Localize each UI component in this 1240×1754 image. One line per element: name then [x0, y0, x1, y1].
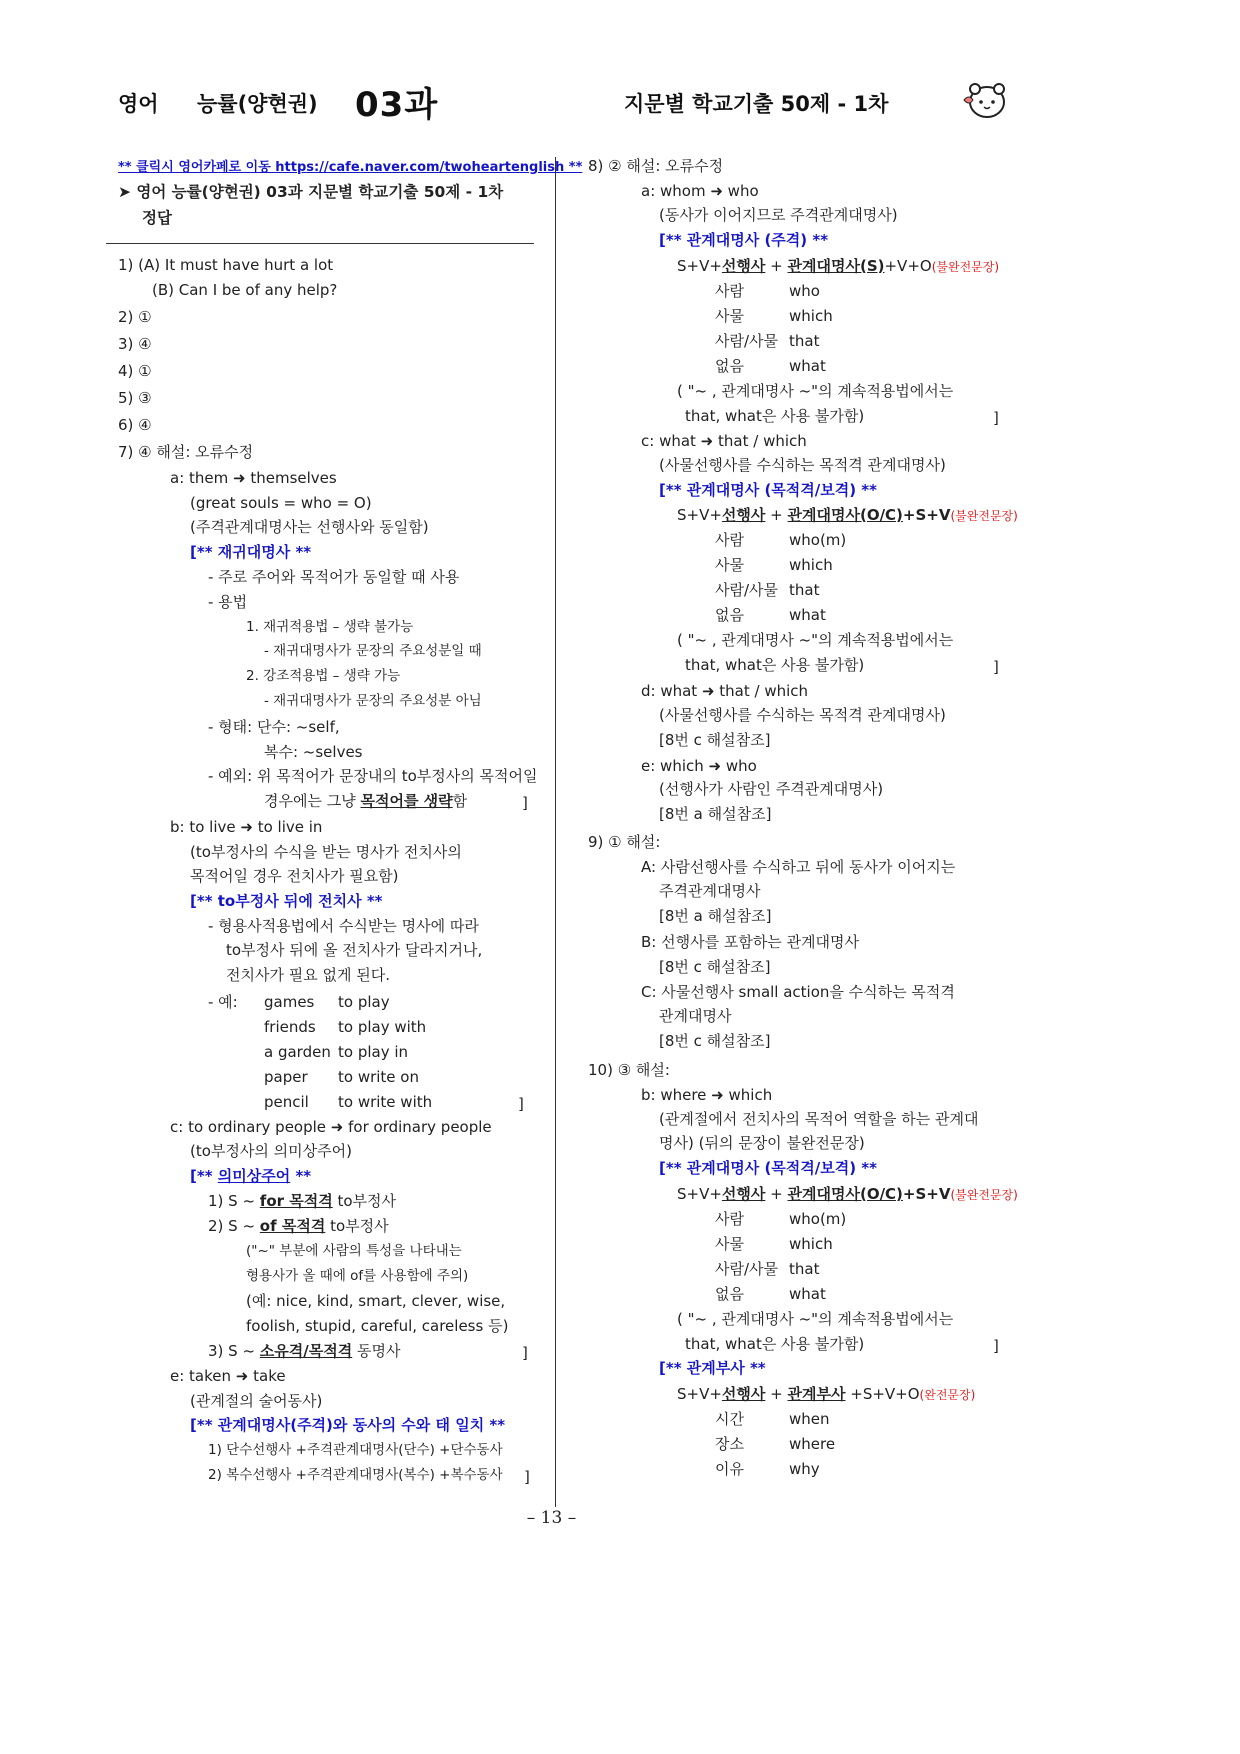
- example-noun: paper: [264, 1068, 308, 1086]
- explanation-line: [8번 c 해설참조]: [659, 1032, 771, 1050]
- incomplete-sentence-note: (불완전문장): [950, 1188, 1018, 1202]
- text: 경우에는 그냥: [264, 792, 361, 810]
- table-value: what: [789, 1285, 826, 1303]
- explanation-line: (예: nice, kind, smart, clever, wise,: [246, 1292, 506, 1310]
- text: +: [765, 1185, 788, 1203]
- grammar-box-title: [** to부정사 뒤에 전치사 **: [190, 892, 383, 910]
- emphasis: for 목적격: [259, 1192, 333, 1210]
- table-key: 없음: [715, 357, 744, 375]
- text: [**: [190, 1167, 218, 1185]
- table-key: 사람: [715, 1210, 744, 1228]
- explanation-line: (주격관계대명사는 선행사와 동일함): [190, 518, 429, 536]
- table-value: which: [789, 307, 833, 325]
- text: S+V+: [677, 257, 722, 275]
- answer-line: (B) Can I be of any help?: [152, 281, 338, 299]
- explanation-line: [8번 c 해설참조]: [659, 958, 771, 976]
- answer-line: 3) ④: [118, 335, 152, 353]
- header-subject: 영어: [118, 92, 159, 116]
- closing-bracket: ]: [993, 409, 999, 427]
- column-divider: [555, 157, 556, 1507]
- explanation-line: A: 사람선행사를 수식하고 뒤에 동사가 이어지는: [641, 858, 956, 876]
- grammar-box-title: [190, 1166, 311, 1186]
- table-key: 시간: [715, 1410, 744, 1428]
- explanation-line: C: 사물선행사 small action을 수식하는 목적격: [641, 983, 955, 1001]
- explanation-line: [8번 a 해설참조]: [659, 805, 772, 823]
- explanation-line: e: taken ➜ take: [170, 1367, 286, 1385]
- table-key: 없음: [715, 1285, 744, 1303]
- explanation-line: [264, 791, 467, 811]
- text: **: [290, 1167, 312, 1185]
- complete-sentence-note: (완전문장): [919, 1388, 976, 1402]
- table-value: who(m): [789, 1210, 847, 1228]
- table-key: 사람: [715, 282, 744, 300]
- header-unit: 능률(양현권): [197, 92, 318, 116]
- explanation-line: a: them ➜ themselves: [170, 469, 337, 487]
- explanation-line: b: where ➜ which: [641, 1086, 773, 1104]
- closing-bracket: ]: [522, 794, 528, 812]
- explanation-line: 1) 단수선행사 +주격관계대명사(단수) +단수동사: [208, 1442, 503, 1458]
- closing-bracket: ]: [993, 658, 999, 676]
- explanation-line: (관계절의 술어동사): [190, 1392, 323, 1410]
- incomplete-sentence-note: (불완전문장): [931, 260, 1000, 274]
- explanation-line: 1. 재귀적용법 – 생략 불가능: [246, 619, 414, 635]
- formula-line: [677, 1384, 975, 1405]
- text: 함: [452, 792, 468, 810]
- formula-line: [677, 505, 1018, 526]
- explanation-line: [8번 c 해설참조]: [659, 731, 771, 749]
- closing-bracket: ]: [993, 1337, 999, 1355]
- text: S+V+: [677, 506, 722, 524]
- explanation-line: B: 선행사를 포함하는 관계대명사: [641, 933, 860, 951]
- text: +S+V+O: [845, 1385, 920, 1403]
- explanation-line: to부정사 뒤에 올 전치사가 달라지거나,: [226, 941, 483, 959]
- explanation-line: 전치사가 필요 없게 된다.: [226, 966, 390, 984]
- answer-line: 10) ③ 해설:: [588, 1061, 670, 1079]
- cafe-link[interactable]: ** 클릭시 영어카페로 이동 https://cafe.naver.com/twoheartenglish **: [118, 160, 583, 175]
- table-value: that: [789, 581, 820, 599]
- explanation-line: c: what ➜ that / which: [641, 432, 807, 450]
- text: +: [765, 506, 788, 524]
- table-key: 장소: [715, 1435, 744, 1453]
- explanation-line: - 형태: 단수: ~self,: [208, 718, 340, 736]
- example-verb: to write on: [338, 1068, 419, 1086]
- emphasis: 관계대명사(S): [787, 257, 885, 275]
- formula-line: [677, 1184, 1018, 1205]
- emphasis: 소유격/목적격: [259, 1342, 353, 1360]
- explanation-line: ( "~ , 관계대명사 ~"의 계속적용법에서는: [677, 1310, 954, 1328]
- table-value: which: [789, 556, 833, 574]
- text: 2) S ~: [208, 1217, 260, 1235]
- answer-title-2: 정답: [142, 209, 172, 227]
- table-value: who: [789, 282, 820, 300]
- emphasis: 선행사: [721, 1385, 766, 1403]
- emphasis: of 목적격: [259, 1217, 326, 1235]
- table-key: 없음: [715, 606, 744, 624]
- explanation-line: [208, 1341, 400, 1361]
- answer-line: 2) ①: [118, 308, 152, 326]
- answer-line: 5) ③: [118, 389, 152, 407]
- grammar-box-title: [** 관계대명사(주격)와 동사의 수와 태 일치 **: [190, 1416, 506, 1434]
- example-noun: a garden: [264, 1043, 331, 1061]
- emphasis: 관계부사: [787, 1385, 846, 1403]
- explanation-line: (동사가 이어지므로 주격관계대명사): [659, 206, 898, 224]
- grammar-box-title: [** 관계부사 **: [659, 1359, 766, 1377]
- example-verb: to play: [338, 993, 390, 1011]
- table-value: what: [789, 606, 826, 624]
- example-noun: games: [264, 993, 315, 1011]
- explanation-line: [208, 1191, 396, 1211]
- answer-line: 6) ④: [118, 416, 152, 434]
- table-value: what: [789, 357, 826, 375]
- text: to부정사: [325, 1217, 389, 1235]
- example-verb: to play with: [338, 1018, 427, 1036]
- table-key: 사물: [715, 1235, 744, 1253]
- closing-bracket: ]: [522, 1344, 528, 1362]
- explanation-line: that, what은 사용 불가함): [685, 407, 865, 425]
- explanation-line: - 형용사적용법에서 수식받는 명사에 따라: [208, 917, 479, 935]
- closing-bracket: ]: [518, 1095, 524, 1113]
- explanation-line: that, what은 사용 불가함): [685, 656, 865, 674]
- explanation-line: 목적어일 경우 전치사가 필요함): [190, 867, 399, 885]
- emphasis: 관계대명사(O/C): [787, 1185, 903, 1203]
- explanation-line: (to부정사의 의미상주어): [190, 1142, 352, 1160]
- explanation-line: - 예외: 위 목적어가 문장내의 to부정사의 목적어일: [208, 767, 538, 785]
- table-key: 사람/사물: [715, 332, 779, 350]
- text: +S+V: [902, 1185, 951, 1203]
- table-value: that: [789, 332, 820, 350]
- emphasis: 선행사: [721, 1185, 766, 1203]
- text: +V+O: [884, 257, 932, 275]
- formula-line: [677, 256, 999, 277]
- explanation-line: that, what은 사용 불가함): [685, 1335, 865, 1353]
- explanation-line: b: to live ➜ to live in: [170, 818, 323, 836]
- explanation-line: - 재귀대명사가 문장의 주요성분 아님: [264, 693, 482, 709]
- explanation-line: 주격관계대명사: [659, 882, 761, 900]
- table-value: who(m): [789, 531, 847, 549]
- grammar-box-title: [** 관계대명사 (목적격/보격) **: [659, 1159, 877, 1177]
- explanation-line: [208, 1216, 389, 1236]
- explanation-line: - 예:: [208, 993, 238, 1011]
- text: to부정사: [332, 1192, 397, 1210]
- answer-line: 8) ② 해설: 오류수정: [588, 157, 724, 175]
- incomplete-sentence-note: (불완전문장): [950, 509, 1018, 523]
- emphasis: 선행사: [721, 257, 766, 275]
- explanation-line: ( "~ , 관계대명사 ~"의 계속적용법에서는: [677, 382, 954, 400]
- grammar-box-title: [** 관계대명사 (주격) **: [659, 231, 829, 249]
- bear-mascot-icon: [960, 78, 1008, 122]
- emphasis: 선행사: [721, 506, 766, 524]
- answer-title: ➤ 영어 능률(양현권) 03과 지문별 학교기출 50제 - 1차: [118, 183, 504, 201]
- explanation-line: 관계대명사: [659, 1007, 732, 1025]
- example-verb: to write with: [338, 1093, 433, 1111]
- grammar-box-title: [** 재귀대명사 **: [190, 543, 312, 561]
- explanation-line: - 주로 주어와 목적어가 동일할 때 사용: [208, 568, 460, 586]
- example-verb: to play in: [338, 1043, 409, 1061]
- text: 1) S ~: [208, 1192, 260, 1210]
- title-underline: [106, 243, 534, 244]
- explanation-line: ("~" 부분에 사람의 특성을 나타내는: [246, 1243, 462, 1259]
- text: +: [765, 1385, 788, 1403]
- page-number: – 13 –: [526, 1508, 577, 1528]
- explanation-line: (사물선행사를 수식하는 목적격 관계대명사): [659, 456, 946, 474]
- answer-line: 9) ① 해설:: [588, 833, 661, 851]
- closing-bracket: ]: [524, 1468, 530, 1486]
- explanation-line: ( "~ , 관계대명사 ~"의 계속적용법에서는: [677, 631, 954, 649]
- table-key: 사물: [715, 307, 744, 325]
- explanation-line: - 재귀대명사가 문장의 주요성분일 때: [264, 643, 482, 659]
- explanation-line: foolish, stupid, careful, careless 등): [246, 1317, 509, 1335]
- explanation-line: (great souls = who = O): [190, 494, 372, 512]
- header-lesson: 03과: [355, 85, 439, 125]
- table-value: why: [789, 1460, 820, 1478]
- table-value: that: [789, 1260, 820, 1278]
- text: S+V+: [677, 1185, 722, 1203]
- explanation-line: e: which ➜ who: [641, 757, 757, 775]
- explanation-line: 2. 강조적용법 – 생략 가능: [246, 668, 401, 684]
- table-key: 사물: [715, 556, 744, 574]
- explanation-line: - 용법: [208, 593, 248, 611]
- answer-line: 4) ①: [118, 362, 152, 380]
- explanation-line: 형용사가 올 때에 of를 사용함에 주의): [246, 1268, 469, 1284]
- explanation-line: (관계절에서 전치사의 목적어 역할을 하는 관계대: [659, 1110, 979, 1128]
- text: +: [765, 257, 788, 275]
- explanation-line: (선행사가 사람인 주격관계대명사): [659, 780, 884, 798]
- explanation-line: 2) 복수선행사 +주격관계대명사(복수) +복수동사: [208, 1467, 503, 1483]
- emphasis: 관계대명사(O/C): [787, 506, 903, 524]
- table-value: when: [789, 1410, 830, 1428]
- explanation-line: 명사) (뒤의 문장이 불완전문장): [659, 1134, 865, 1152]
- example-noun: friends: [264, 1018, 316, 1036]
- example-noun: pencil: [264, 1093, 309, 1111]
- table-key: 사람/사물: [715, 1260, 779, 1278]
- text: 동명사: [352, 1342, 401, 1360]
- explanation-line: (사물선행사를 수식하는 목적격 관계대명사): [659, 706, 946, 724]
- text: 3) S ~: [208, 1342, 260, 1360]
- text: +S+V: [902, 506, 951, 524]
- explanation-line: a: whom ➜ who: [641, 182, 759, 200]
- table-key: 사람: [715, 531, 744, 549]
- grammar-box-title: [** 관계대명사 (목적격/보격) **: [659, 481, 877, 499]
- explanation-line: d: what ➜ that / which: [641, 682, 809, 700]
- explanation-line: 복수: ~selves: [264, 743, 363, 761]
- header-right-title: 지문별 학교기출 50제 - 1차: [624, 92, 889, 116]
- table-key: 이유: [715, 1460, 744, 1478]
- text: S+V+: [677, 1385, 722, 1403]
- table-key: 사람/사물: [715, 581, 779, 599]
- explanation-line: [8번 a 해설참조]: [659, 907, 772, 925]
- answer-line: 1) (A) It must have hurt a lot: [118, 256, 334, 274]
- emphasis: 의미상주어: [217, 1167, 291, 1185]
- table-value: which: [789, 1235, 833, 1253]
- answer-line: 7) ④ 해설: 오류수정: [118, 443, 254, 461]
- emphasis: 목적어를 생략: [360, 792, 453, 810]
- table-value: where: [789, 1435, 836, 1453]
- explanation-line: (to부정사의 수식을 받는 명사가 전치사의: [190, 843, 462, 861]
- explanation-line: c: to ordinary people ➜ for ordinary people: [170, 1118, 492, 1136]
